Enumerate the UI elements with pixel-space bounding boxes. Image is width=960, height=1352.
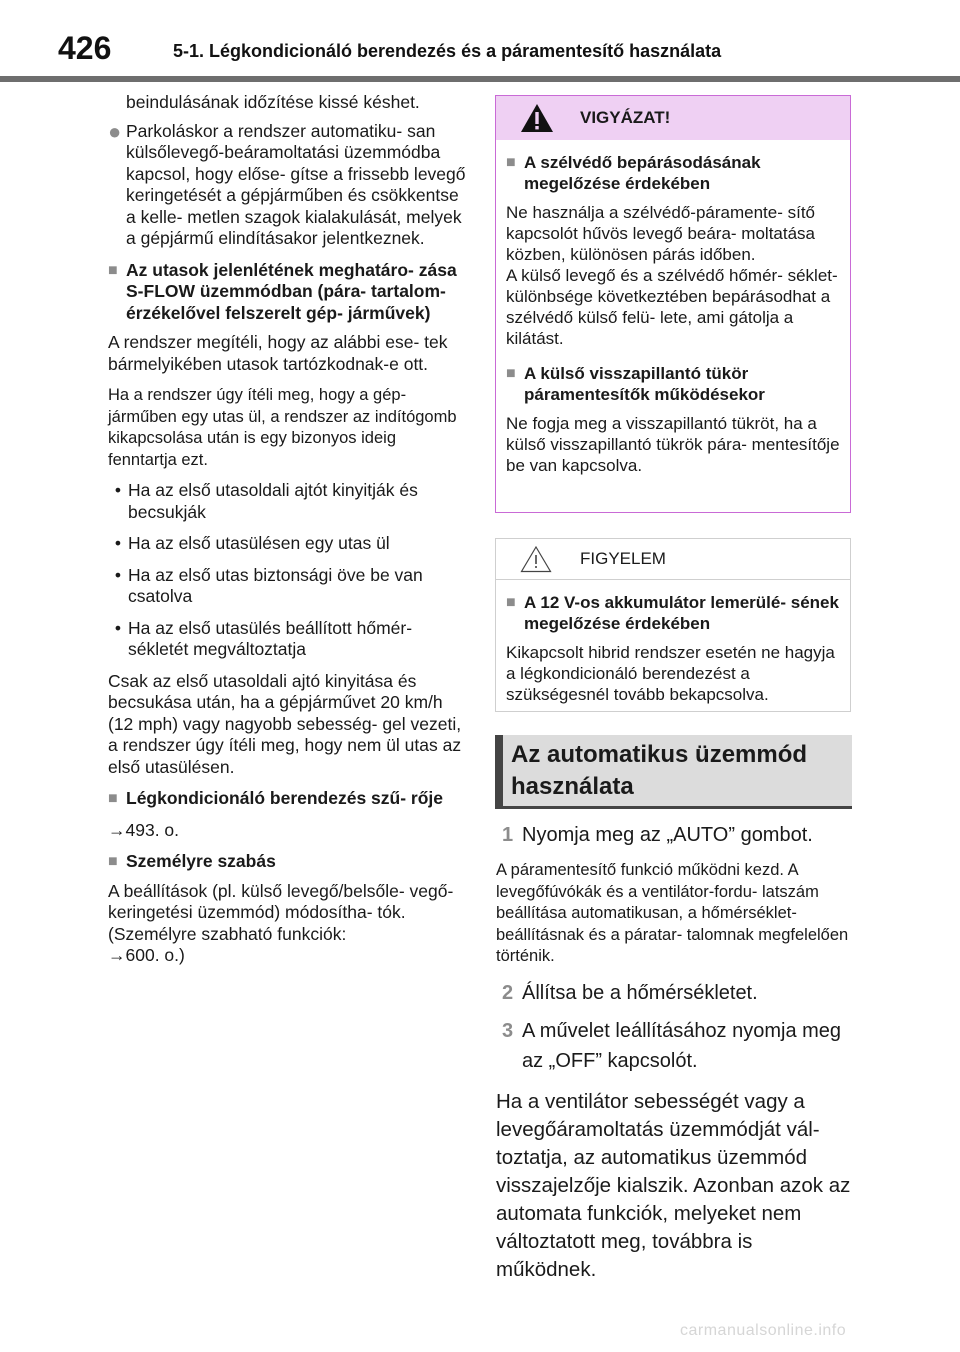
list-item [108, 480, 468, 523]
step-number: 3 [502, 1019, 514, 1042]
step-number: 2 [502, 981, 514, 1004]
step-text: Állítsa be a hőmérsékletet. [522, 981, 758, 1004]
list-item [108, 565, 468, 608]
caution-title: VIGYÁZAT! [580, 108, 671, 127]
paragraph: Ha a rendszer úgy ítéli meg, hogy a gép- járműben egy utas ül, a rendszer az indítógomb kikapcsolása után is egy bizonyos ideig fenntartja ezt. [108, 386, 457, 469]
subheading [108, 260, 468, 325]
page-reference: →493. o. [108, 819, 180, 840]
left-column [108, 92, 468, 967]
dot-bullet-icon: • [114, 564, 122, 585]
bullet-item [108, 118, 468, 250]
paragraph: Ha a ventilátor sebességét vagy a levegőáramoltatás üzemmódját vál- toztatja, az automatikus üzemmód visszajelzője kialszik. Azonban azok az automata funkciók, melyeket nem változtatott meg, továbbra is működnek. [496, 1089, 851, 1281]
notice-box [495, 538, 851, 712]
step-item [496, 820, 856, 850]
notice-header [496, 539, 850, 580]
list-item [108, 533, 468, 555]
square-bullet-icon: ■ [506, 365, 516, 382]
subheading-text: Légkondicionáló berendezés szű- rője [126, 788, 444, 808]
subheading-text: Személyre szabás [126, 851, 276, 871]
subheading [506, 152, 840, 194]
heading-bar [495, 735, 503, 806]
caution-header [496, 96, 850, 140]
paragraph: A rendszer megítéli, hogy az alábbi ese- tek bármelyikében utasok tartózkodnak-e ott. [108, 332, 448, 374]
warning-triangle-icon [520, 545, 552, 573]
dot-bullet-icon: • [114, 617, 122, 638]
step-text: Nyomja meg az „AUTO” gombot. [522, 824, 813, 846]
square-bullet-icon: ■ [506, 594, 516, 611]
header-rule [0, 76, 960, 82]
section-heading [495, 735, 852, 809]
step-text: A művelet leállításához nyomja meg az „OFF” kapcsolót. [522, 1019, 842, 1072]
subheading [506, 592, 840, 634]
subheading-text: A szélvédő bepárásodásának megelőzése érdekében [524, 153, 761, 193]
step-number: 1 [502, 824, 514, 846]
paragraph: Ne használja a szélvédő-páramente- sítő kapcsolót hűvös levegő beára- moltatása közben, különösen párás időben. [506, 203, 816, 264]
list-item-text: Ha az első utasoldali ajtót kinyitják és becsukják [128, 480, 418, 522]
list-item-text: Ha az első utasülés beállított hőmér- sékletét megváltoztatja [128, 617, 413, 659]
paragraph: A páramentesítő funkció működni kezd. A levegőfúvókák és a ventilátor-fordu- latszám beállítása automatikusan, a hőmérséklet-beállításnak és a páratar- talomnak megfelelően történik. [496, 861, 849, 965]
paragraph: Csak az első utasoldali ajtó kinyitása és becsukása után, ha a gépjárművet 20 km/h (12 mph) vagy nagyobb sebesség- gel vezeti, a rendszer úgy ítéli meg, hogy nem ül utas az első utasülésen. [108, 670, 462, 777]
caution-body [496, 140, 850, 476]
notice-body [496, 580, 850, 705]
paragraph: A beállítások (pl. külső levegő/belsőle- vegő-keringetési üzemmód) módosítha- tók. [108, 880, 454, 922]
paragraph: beindulásának időzítése kissé késhet. [126, 92, 420, 112]
subheading [108, 788, 468, 810]
subheading [506, 363, 840, 405]
dot-bullet-icon: • [114, 533, 122, 553]
step-item [496, 978, 856, 1008]
bullet-text: Parkoláskor a rendszer automatiku- san külsőlevegő-beáramoltatási üzemmódba kapcsol, hogy előse- gítse a frissebb levegő keringetését a gépjárműben és csökkentse a kelle- metlen szagok kialakulását, melyek a gépjármű elindításakor jelentkeznek. [126, 120, 466, 248]
list-item-text: Ha az első utas biztonsági öve be van csatolva [128, 564, 423, 606]
notice-title: FIGYELEM [580, 549, 666, 568]
list-item-text: Ha az első utasülésen egy utas ül [128, 533, 390, 553]
bullet-icon: ● [108, 118, 122, 144]
subheading [108, 851, 468, 873]
list-item [108, 618, 468, 661]
subheading-text: A 12 V-os akkumulátor lemerülé- sének megelőzése érdekében [524, 593, 839, 633]
step-item [496, 1016, 856, 1076]
square-bullet-icon: ■ [506, 154, 516, 171]
square-bullet-icon: ■ [108, 790, 118, 807]
square-bullet-icon: ■ [108, 853, 118, 870]
paragraph: A külső levegő és a szélvédő hőmér- séklet-különbsége következtében bepárásodhat a szélvédő külső felü- lete, ami gátolja a kilátást. [506, 266, 838, 348]
square-bullet-icon: ■ [108, 261, 118, 279]
subheading-text: Az utasok jelenlétének meghatáro- zása S-FLOW üzemmódban (pára- tartalom-érzékelővel felszerelt gép- járművek) [126, 259, 457, 323]
dot-bullet-icon: • [114, 480, 122, 500]
paragraph: Kikapcsolt hibrid rendszer esetén ne hagyja a légkondicionáló berendezést a szükségesnél tovább bekapcsolva. [506, 643, 835, 704]
caution-box [495, 95, 851, 513]
right-column [496, 820, 856, 1284]
page-number: 426 [58, 30, 112, 66]
subheading-text: A külső visszapillantó tükör páramentesítők működésekor [524, 364, 765, 404]
paragraph: Ne fogja meg a visszapillantó tükröt, ha a külső visszapillantó tükrök pára- mentesítője be van kapcsolva. [506, 414, 840, 475]
page-reference: →600. o.) [108, 945, 185, 965]
section-heading-text: Az automatikus üzemmód használata [511, 741, 808, 800]
watermark: carmanualsonline.info [680, 1322, 847, 1339]
paragraph: (Személyre szabható funkciók: [108, 923, 347, 944]
warning-triangle-icon [520, 103, 554, 133]
section-title: 5-1. Légkondicionáló berendezés és a páramentesítő használata [173, 41, 722, 61]
